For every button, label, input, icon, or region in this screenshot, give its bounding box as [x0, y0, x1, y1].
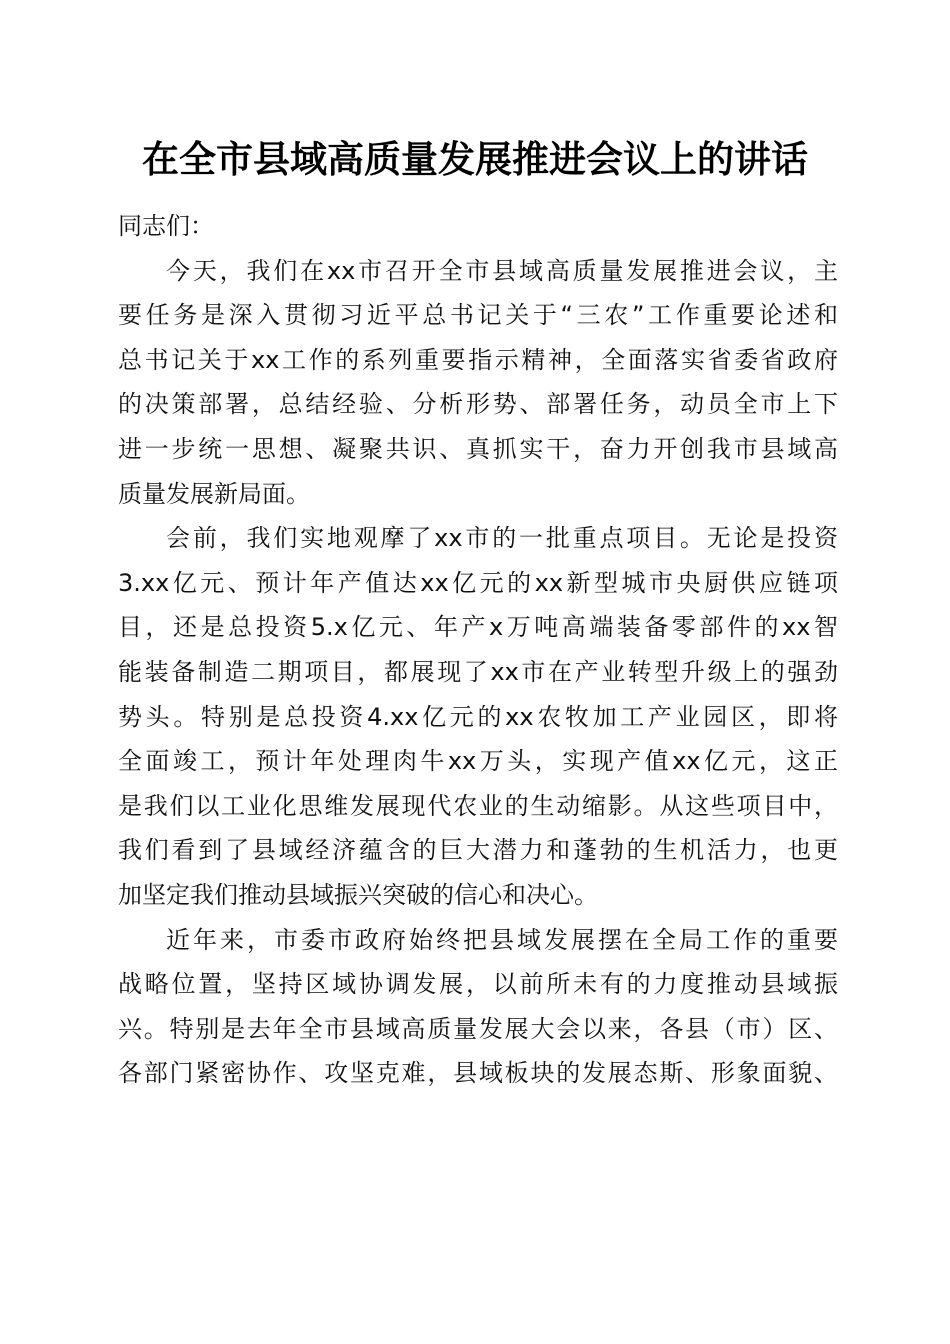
paragraph-line: 进一步统一思想、凝聚共识、真抓实干，奋力开创我市县域高 — [118, 434, 838, 463]
paragraph-line: 今天，我们在xx市召开全市县域高质量发展推进会议，主 — [166, 256, 838, 285]
paragraph-line: 战略位置，坚持区域协调发展，以前所未有的力度推动县域振 — [118, 970, 838, 999]
paragraph-1 — [118, 249, 838, 517]
paragraph-line: 3.xx亿元、预计年产值达xx亿元的xx新型城市央厨供应链项 — [118, 568, 838, 597]
paragraph-line: 兴。特别是去年全市县域高质量发展大会以来，各县（市）区、 — [118, 1014, 838, 1043]
salutation: 同志们： — [118, 212, 214, 240]
paragraph-2 — [118, 516, 838, 917]
paragraph-line: 我们看到了县域经济蕴含的巨大潜力和蓬勃的生机活力，也更 — [118, 836, 838, 865]
document-body — [118, 204, 838, 1096]
paragraph-line: 各部门紧密协作、攻坚克难，县域板块的发展态斯、形象面貌、 — [118, 1059, 838, 1088]
paragraph-line: 加坚定我们推动县域振兴突破的信心和决心。 — [118, 880, 598, 909]
paragraph-line: 的决策部署，总结经验、分析形势、部署任务，动员全市上下 — [118, 390, 838, 419]
paragraph-line: 会前，我们实地观摩了xx市的一批重点项目。无论是投资 — [166, 524, 838, 553]
paragraph-3 — [118, 918, 838, 1096]
paragraph-line: 要任务是深入贯彻习近平总书记关于“三农”工作重要论述和 — [118, 301, 838, 330]
paragraph-line: 能装备制造二期项目，都展现了xx市在产业转型升级上的强劲 — [118, 657, 838, 686]
paragraph-line: 是我们以工业化思维发展现代农业的生动缩影。从这些项目中， — [118, 791, 838, 820]
paragraph-line: 势头。特别是总投资4.xx亿元的xx农牧加工产业园区，即将 — [118, 702, 838, 731]
paragraph-line: 质量发展新局面。 — [118, 479, 310, 508]
paragraph-line: 近年来，市委市政府始终把县域发展摆在全局工作的重要 — [166, 925, 838, 954]
paragraph-line: 目，还是总投资5.x亿元、年产x万吨高端装备零部件的xx智 — [118, 613, 838, 642]
paragraph-line: 全面竣工，预计年处理肉牛xx万头，实现产值xx亿元，这正 — [118, 747, 838, 776]
document-title: 在全市县域高质量发展推进会议上的讲话 — [142, 137, 808, 181]
paragraph-line: 总书记关于xx工作的系列重要指示精神，全面落实省委省政府 — [118, 345, 838, 374]
